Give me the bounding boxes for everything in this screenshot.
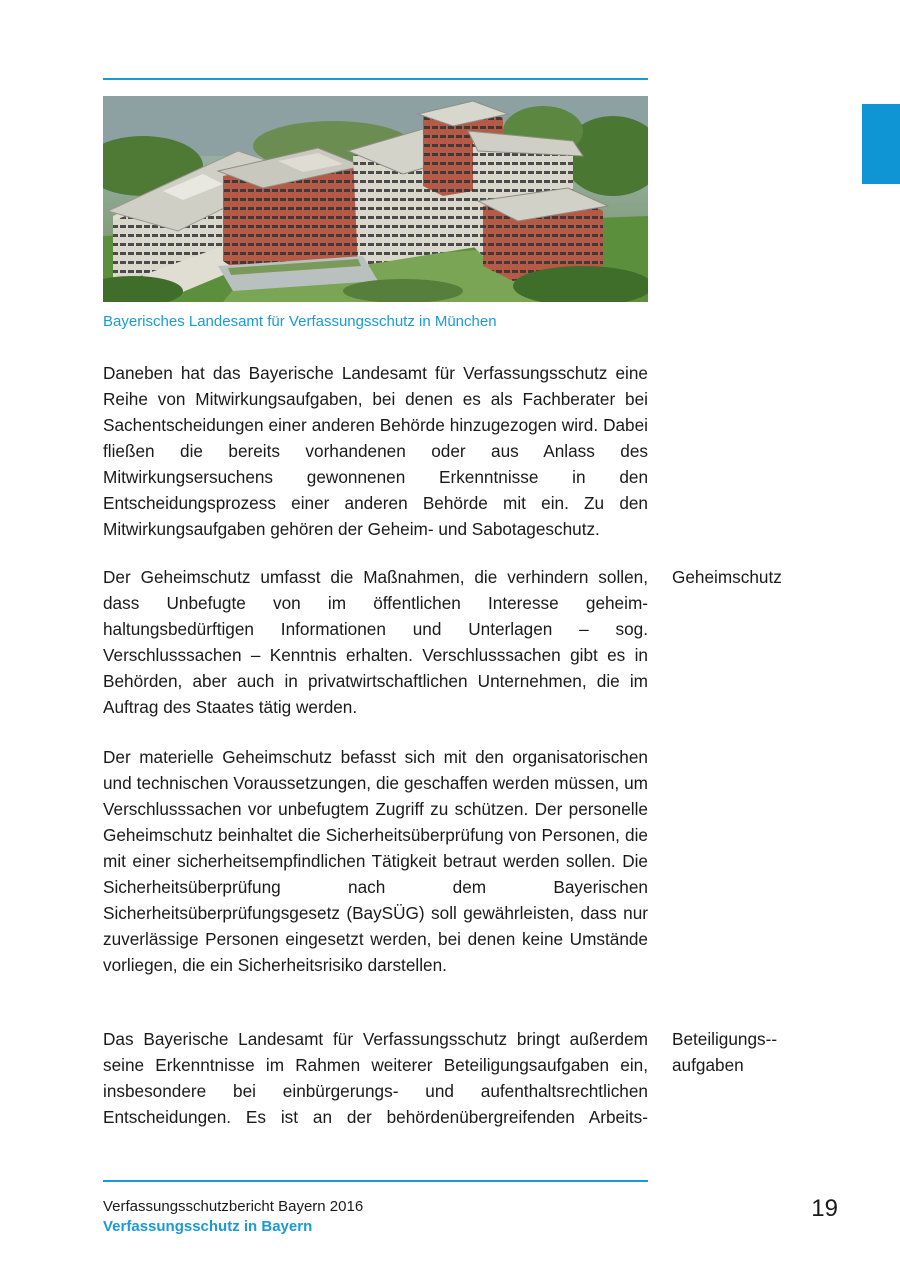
margin-note-geheimschutz: Geheimschutz (672, 567, 782, 587)
photo-caption: Bayerisches Landesamt für Verfassungsschutz in München (103, 313, 497, 330)
bottom-rule (103, 1180, 648, 1182)
page-number: 19 (811, 1195, 838, 1222)
body-paragraph-beteiligungsaufgaben: Das Bayerische Landesamt für Verfassungsschutz bringt außerdem seine Erkenntnisse im Rahmen weiterer Beteiligungsaufgaben ein, insbesondere bei einbürgerungs- und aufenthaltsrechtlichen Entscheidungen. Es ist an der behördenübergreifenden Arbeits- (103, 1029, 648, 1127)
footer-section-title: Verfassungsschutz in Bayern (103, 1218, 313, 1235)
footer-report-title: Verfassungsschutzbericht Bayern 2016 (103, 1198, 364, 1215)
body-paragraph-mitwirkungsaufgaben: Daneben hat das Bayerische Landesamt für Verfassungsschutz eine Reihe von Mitwirkungsaufgaben, bei denen es als Fachberater bei Sachentscheidungen einer anderen Behörde hinzugezogen wird. Dabei fließen die bereits vorhandenen oder aus Anlass des Mitwirkungsersuchens gewonnenen Erkenntnisse in den Entscheidungsprozess einer anderen Behörde mit ein. Zu den Mitwirkungsaufgaben gehören der Geheim- und Sabotageschutz. (103, 363, 648, 539)
body-paragraph-materieller-geheimschutz: Der materielle Geheimschutz befasst sich mit den organisatorischen und technischen Voraussetzungen, die geschaffen werden müssen, um Verschlusssachen vor unbefugtem Zugriff zu schützen. Der personelle Geheimschutz beinhaltet die Sicherheitsüberprüfung von Personen, die mit einer sicherheitsempfindlichen Tätigkeit betraut werden sollen. Die Sicherheitsüberprüfung nach dem Bayerischen Sicherheitsüberprüfungsgesetz (BaySÜG) soll gewährleisten, dass nur zuverlässige Personen eingesetzt werden, bei denen keine Umstände vorliegen, die ein Sicherheitsrisiko darstellen. (103, 747, 648, 975)
body-paragraph-geheimschutz: Der Geheimschutz umfasst die Maßnahmen, die verhindern sollen, dass Unbefugte von im öffentlichen Interesse geheimhaltungsbedürftigen Informationen und Unterlagen – sog. Verschlusssachen – Kenntnis erhalten. Verschlusssachen gibt es in Behörden, aber auch in privatwirtschaftlichen Unternehmen, die im Auftrag des Staates tätig werden. (103, 567, 648, 717)
top-rule (103, 78, 648, 80)
chapter-tab-marker (862, 104, 900, 184)
margin-note-beteiligungsaufgaben: Beteiligungs-aufgaben (672, 1029, 778, 1075)
building-photo (103, 96, 648, 302)
